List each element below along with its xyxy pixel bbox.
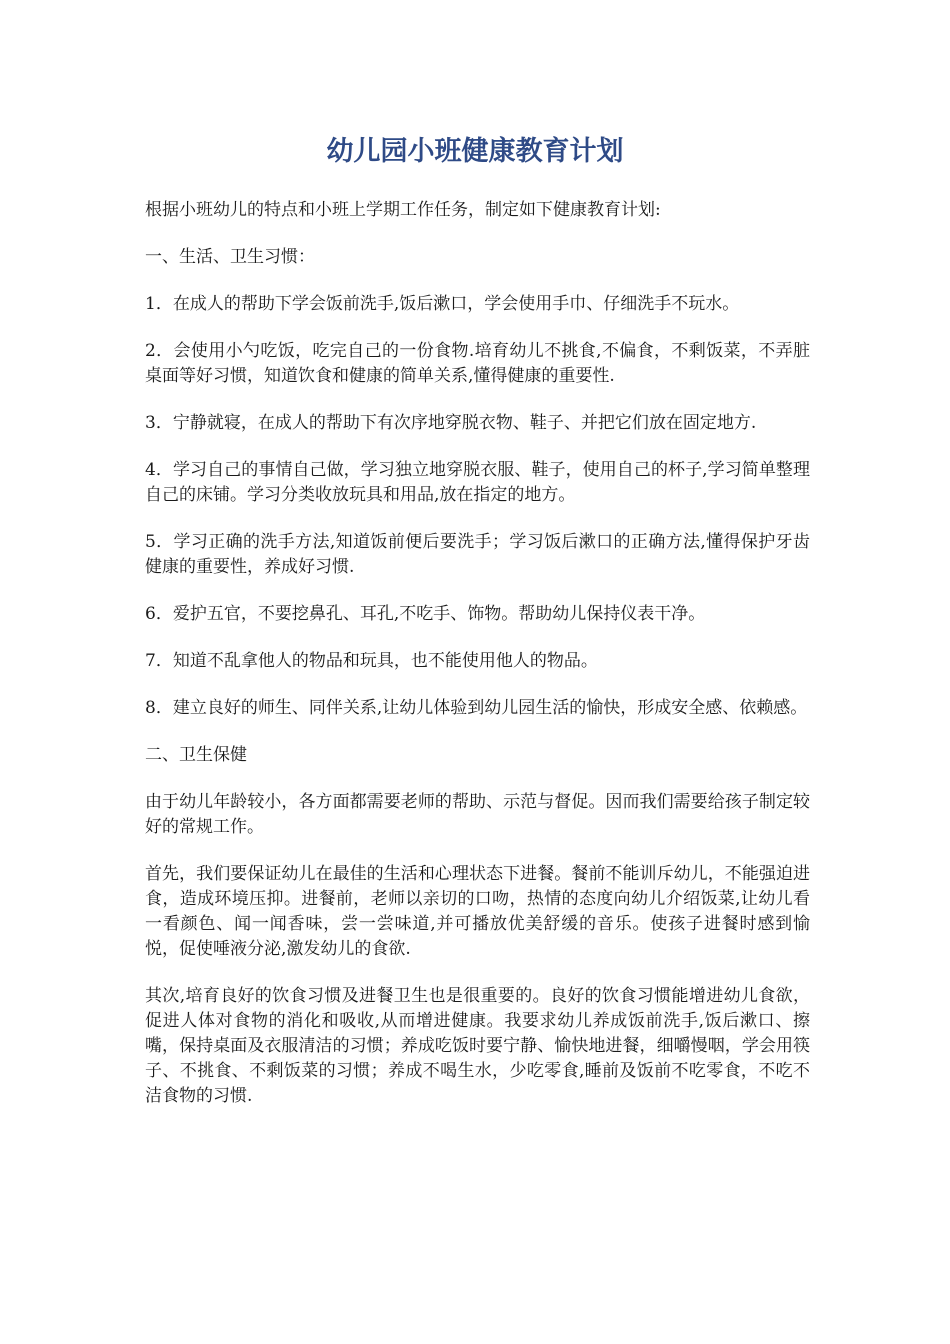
body-paragraph-1: 由于幼儿年龄较小，各方面都需要老师的帮助、示范与督促。因而我们需要给孩子制定较好的常规工作。: [145, 792, 810, 837]
body-paragraph-2: 首先，我们要保证幼儿在最佳的生活和心理状态下进餐。餐前不能训斥幼儿，不能强迫进食，造成环境压抑。进餐前，老师以亲切的口吻，热情的态度向幼儿介绍饭菜,让幼儿看一看颜色、闻一闻香味，尝一尝味道,并可播放优美舒缓的音乐。使孩子进餐时感到愉悦，促使唾液分泌,激发幼儿的食欲.: [145, 864, 810, 959]
list-item-5: 5．学习正确的洗手方法,知道饭前便后要洗手；学习饭后漱口的正确方法,懂得保护牙齿健康的重要性，养成好习惯.: [145, 532, 810, 577]
list-item-8: 8．建立良好的师生、同伴关系,让幼儿体验到幼儿园生活的愉快，形成安全感、依赖感。: [145, 698, 808, 718]
document-title: 幼儿园小班健康教育计划: [326, 136, 624, 167]
section-heading-life-hygiene: 一、生活、卫生习惯：: [145, 247, 315, 267]
list-item-7: 7．知道不乱拿他人的物品和玩具，也不能使用他人的物品。: [145, 651, 598, 671]
list-item-3: 3．宁静就寝，在成人的帮助下有次序地穿脱衣物、鞋子、并把它们放在固定地方.: [145, 413, 757, 433]
list-item-1: 1．在成人的帮助下学会饭前洗手,饭后漱口，学会使用手巾、仔细洗手不玩水。: [145, 294, 740, 314]
list-item-4: 4．学习自己的事情自己做，学习独立地穿脱衣服、鞋子，使用自己的杯子,学习简单整理自己的床铺。学习分类收放玩具和用品,放在指定的地方。: [145, 460, 810, 505]
list-item-6: 6．爱护五官，不要挖鼻孔、耳孔,不吃手、饰物。帮助幼儿保持仪表干净。: [145, 604, 706, 624]
intro-paragraph: 根据小班幼儿的特点和小班上学期工作任务，制定如下健康教育计划:: [145, 200, 661, 220]
document-body: [145, 198, 810, 1131]
body-paragraph-3: 其次,培育良好的饮食习惯及进餐卫生也是很重要的。良好的饮食习惯能增进幼儿食欲，促进人体对食物的消化和吸收,从而增进健康。我要求幼儿养成饭前洗手,饭后漱口、擦嘴，保持桌面及衣服清洁的习惯；养成吃饭时要宁静、愉快地进餐，细嚼慢咽，学会用筷子、不挑食、不剩饭菜的习惯；养成不喝生水，少吃零食,睡前及饭前不吃零食，不吃不洁食物的习惯.: [145, 986, 810, 1106]
list-item-2: 2．会使用小勺吃饭，吃完自己的一份食物.培育幼儿不挑食,不偏食，不剩饭菜，不弄脏桌面等好习惯，知道饮食和健康的简单关系,懂得健康的重要性.: [145, 341, 810, 386]
section-heading-health-care: 二、卫生保健: [145, 745, 247, 765]
